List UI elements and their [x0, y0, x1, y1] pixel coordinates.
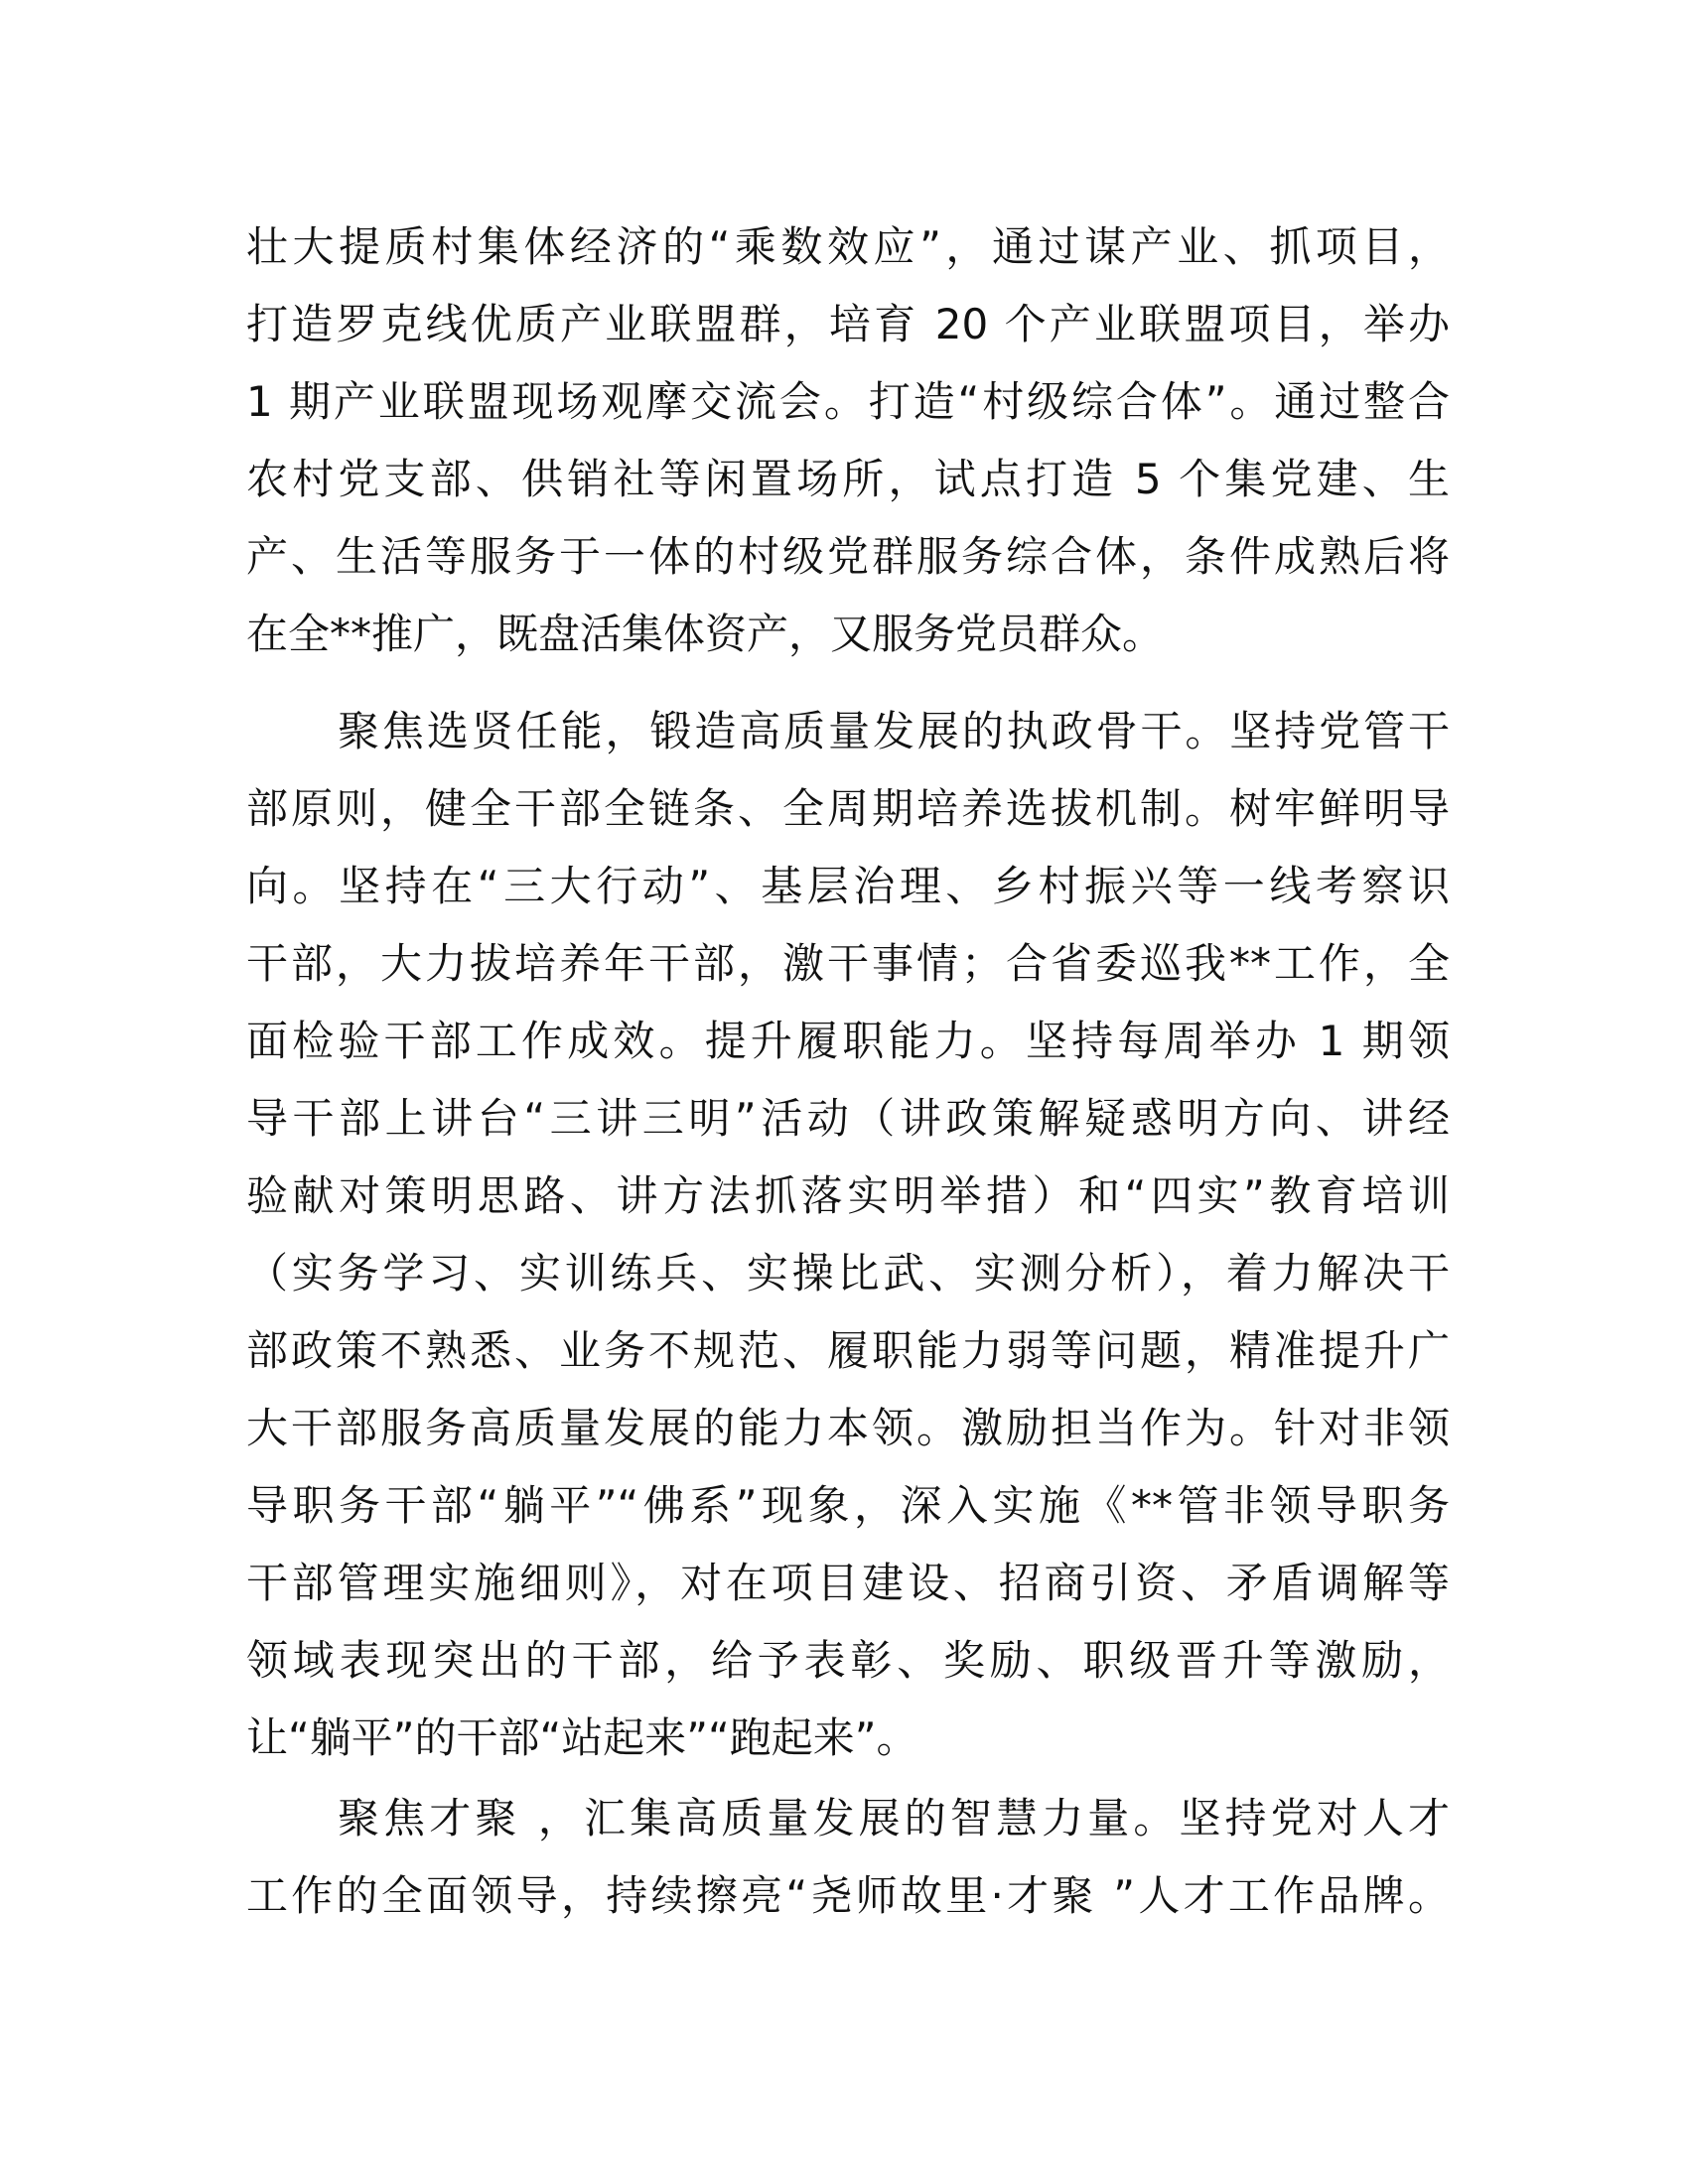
text-line: 干部管理实施细则》，对在项目建设、招商引资、矛盾调解等	[246, 1559, 1450, 1607]
text-line: 农村党支部、供销社等闲置场所，试点打造 5 个集党建、生	[246, 455, 1450, 503]
text-line: 大干部服务高质量发展的能力本领。激励担当作为。针对非领	[246, 1404, 1450, 1452]
text-line: 干部，大力拔培养年干部，激干事情；合省委巡我**工作，全	[246, 939, 1450, 988]
text-line: 产、生活等服务于一体的村级党群服务综合体，条件成熟后将	[246, 532, 1450, 581]
paragraph-cadre-selection	[246, 693, 1450, 1777]
text-line: 导干部上讲台“三讲三明”活动（讲政策解疑惑明方向、讲经	[246, 1094, 1450, 1143]
paragraph-heading-line: 聚焦选贤任能，锻造高质量发展的执政骨干。坚持党管干	[338, 707, 1450, 755]
text-line: （实务学习、实训练兵、实操比武、实测分析），着力解决干	[246, 1249, 1450, 1297]
text-line: 部原则，健全干部全链条、全周期培养选拔机制。树牢鲜明导	[246, 784, 1450, 833]
text-line: 领域表现突出的干部，给予表彰、奖励、职级晋升等激励，	[246, 1636, 1450, 1685]
text-line: 向。坚持在“三大行动”、基层治理、乡村振兴等一线考察识	[246, 862, 1450, 910]
text-line: 壮大提质村集体经济的“乘数效应”，通过谋产业、抓项目，	[246, 222, 1450, 271]
text-line: 验献对策明思路、讲方法抓落实明举措）和“四实”教育培训	[246, 1171, 1450, 1220]
text-line: 让“躺平”的干部“站起来”“跑起来”。	[246, 1713, 918, 1762]
text-line: 工作的全面领导，持续擦亮“尧师故里·才聚 ”人才工作品牌。	[246, 1871, 1450, 1920]
text-line: 导职务干部“躺平”“佛系”现象，深入实施《**管非领导职务	[246, 1481, 1450, 1530]
text-line: 打造罗克线优质产业联盟群，培育 20 个产业联盟项目，举办	[246, 300, 1450, 348]
text-line: 面检验干部工作成效。提升履职能力。坚持每周举办 1 期领	[246, 1017, 1450, 1065]
paragraph-talent-gathering	[246, 1780, 1450, 1935]
text-line: 1 期产业联盟现场观摩交流会。打造“村级综合体”。通过整合	[246, 377, 1450, 426]
text-line: 在全**推广，既盘活集体资产，又服务党员群众。	[246, 610, 1165, 658]
text-line: 部政策不熟悉、业务不规范、履职能力弱等问题，精准提升广	[246, 1326, 1450, 1375]
paragraph-village-economy	[246, 208, 1450, 673]
paragraph-heading-line: 聚焦才聚 ，汇集高质量发展的智慧力量。坚持党对人才	[338, 1794, 1450, 1843]
